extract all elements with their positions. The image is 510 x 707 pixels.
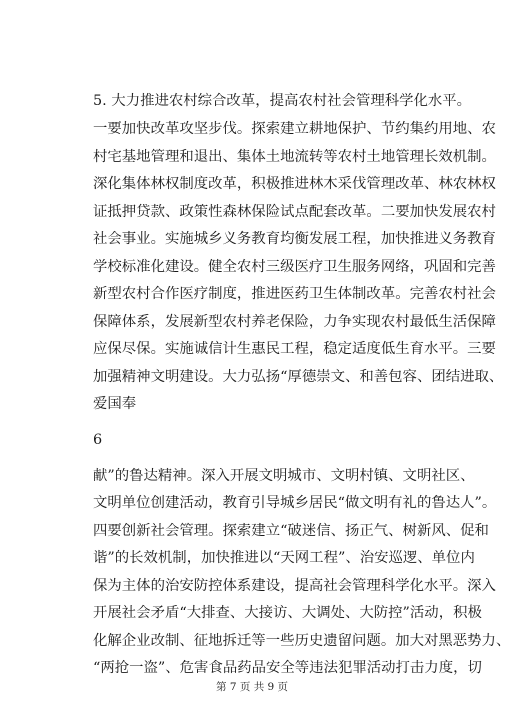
text-line: 文明单位创建活动，教育引导城乡居民“做文明有礼的鲁达人”。 <box>93 495 497 511</box>
text-line: 爱国奉 <box>93 396 137 412</box>
text-line: 加强精神文明建设。大力弘扬“厚德崇文、和善包容、团结进取、 <box>93 369 504 385</box>
text-line: 四要创新社会管理。探索建立“破迷信、扬正气、树新风、促和 <box>93 523 489 539</box>
text-line: 献”的鲁达精神。深入开展文明城市、文明村镇、文明社区、 <box>93 468 475 484</box>
text-line: 应保尽保。实施诚信计生惠民工程，稳定适度低生育水平。三要 <box>93 341 496 357</box>
text-line: 谐”的长效机制，加快推进以“天网工程”、治安巡逻、单位内 <box>93 550 475 566</box>
inline-page-marker: 6 <box>93 432 103 448</box>
text-line: 新型农村合作医疗制度，推进医药卫生体制改革。完善农村社会 <box>93 286 496 302</box>
text-line: 深化集体林权制度改革，积极推进林木采伐管理改革、林农林权 <box>93 176 496 192</box>
text-line: 开展社会矛盾“大排查、大接访、大调处、大防控”活动，积极 <box>93 605 482 621</box>
text-line: 证抵押贷款、政策性森林保险试点配套改革。二要加快发展农村 <box>93 204 496 220</box>
text-line: 保为主体的治安防控体系建设，提高社会管理科学化水平。深入 <box>93 578 496 594</box>
text-line: 化解企业改制、征地拆迁等一些历史遗留问题。加大对黑恶势力、 <box>93 633 510 649</box>
text-line: 一要加快改革攻坚步伐。探索建立耕地保护、节约集约用地、农 <box>93 121 496 137</box>
text-line: “两抢一盗”、危害食品药品安全等违法犯罪活动打击力度，切 <box>93 660 482 676</box>
text-line: 5. 大力推进农村综合改革，提高农村社会管理科学化水平。 <box>93 93 472 109</box>
text-line: 学校标准化建设。健全农村三级医疗卫生服务网络，巩固和完善 <box>93 259 496 275</box>
text-line: 保障体系，发展新型农村养老保险，力争实现农村最低生活保障 <box>93 314 496 330</box>
text-line: 社会事业。实施城乡义务教育均衡发展工程，加快推进义务教育 <box>93 231 496 247</box>
page-footer: 第 7 页 共 9 页 <box>216 681 289 693</box>
text-line: 村宅基地管理和退出、集体土地流转等农村土地管理长效机制。 <box>93 149 496 165</box>
